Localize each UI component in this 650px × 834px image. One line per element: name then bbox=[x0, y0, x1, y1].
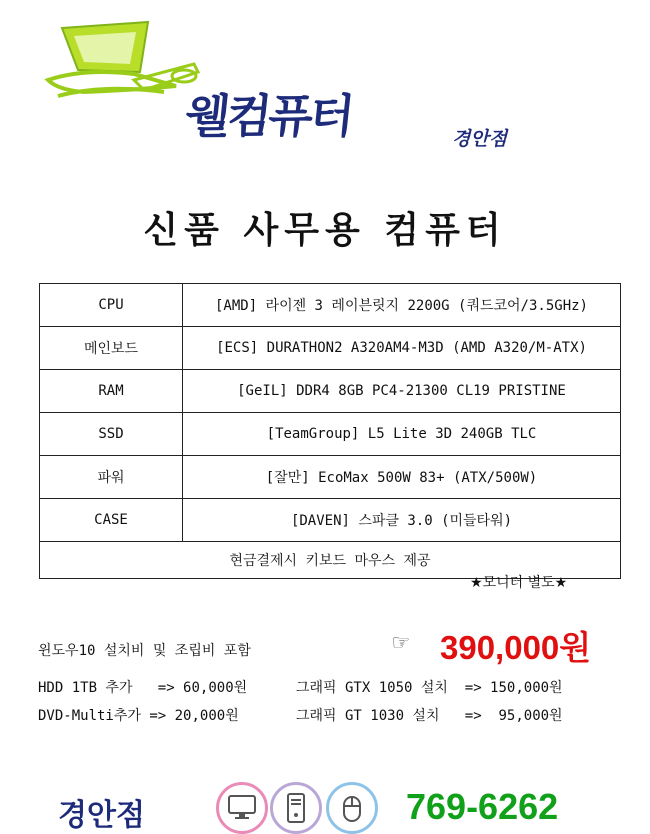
bonus-note: 현금결제시 키보드 마우스 제공 bbox=[40, 542, 621, 579]
option-dvd: DVD-Multi추가 => 20,000원 bbox=[38, 708, 239, 724]
spec-value-ram: [GeIL] DDR4 8GB PC4-21300 CL19 PRISTINE bbox=[183, 370, 621, 413]
mouse-icon bbox=[326, 782, 378, 834]
phone-number: 769-6262 bbox=[406, 786, 559, 827]
pc-tower-icon bbox=[270, 782, 322, 834]
install-note: 윈도우10 설치비 및 조립비 포함 bbox=[38, 643, 251, 659]
spec-label-mainboard: 메인보드 bbox=[40, 327, 183, 370]
option-hdd: HDD 1TB 추가 => 60,000원 bbox=[38, 680, 248, 696]
option-gt1030: 그래픽 GT 1030 설치 => 95,000원 bbox=[296, 708, 563, 724]
page-title: 신품 사무용 컴퓨터 bbox=[143, 210, 507, 251]
table-row bbox=[40, 327, 621, 370]
spec-table bbox=[39, 283, 621, 579]
spec-value-case: [DAVEN] 스파클 3.0 (미들타워) bbox=[183, 499, 621, 542]
pointing-hand-icon: ☞ bbox=[393, 628, 409, 658]
option-gtx1050: 그래픽 GTX 1050 설치 => 150,000원 bbox=[296, 680, 563, 696]
table-row bbox=[40, 499, 621, 542]
spec-value-mainboard: [ECS] DURATHON2 A320AM4-M3D (AMD A320/M-ATX) bbox=[183, 327, 621, 370]
spec-label-cpu: CPU bbox=[40, 284, 183, 327]
spec-label-power: 파워 bbox=[40, 456, 183, 499]
table-row bbox=[40, 413, 621, 456]
spec-label-ram: RAM bbox=[40, 370, 183, 413]
monitor-icon bbox=[216, 782, 268, 834]
spec-value-ssd: [TeamGroup] L5 Lite 3D 240GB TLC bbox=[183, 413, 621, 456]
footer-branch: 경안점 bbox=[58, 798, 145, 833]
monitor-note: ★모니터 별도★ bbox=[470, 575, 568, 591]
brand-logo-text: 웰컴퓨터 bbox=[182, 89, 355, 143]
spec-label-ssd: SSD bbox=[40, 413, 183, 456]
computer-logo-icon bbox=[44, 20, 204, 116]
table-row bbox=[40, 284, 621, 327]
spec-value-cpu: [AMD] 라이젠 3 레이븐릿지 2200G (쿼드코어/3.5GHz) bbox=[183, 284, 621, 327]
spec-label-case: CASE bbox=[40, 499, 183, 542]
spec-value-power: [잘만] EcoMax 500W 83+ (ATX/500W) bbox=[183, 456, 621, 499]
price: 390,000원 bbox=[440, 629, 592, 666]
table-row bbox=[40, 456, 621, 499]
branch-label: 경안점 bbox=[452, 128, 508, 150]
table-row bbox=[40, 370, 621, 413]
